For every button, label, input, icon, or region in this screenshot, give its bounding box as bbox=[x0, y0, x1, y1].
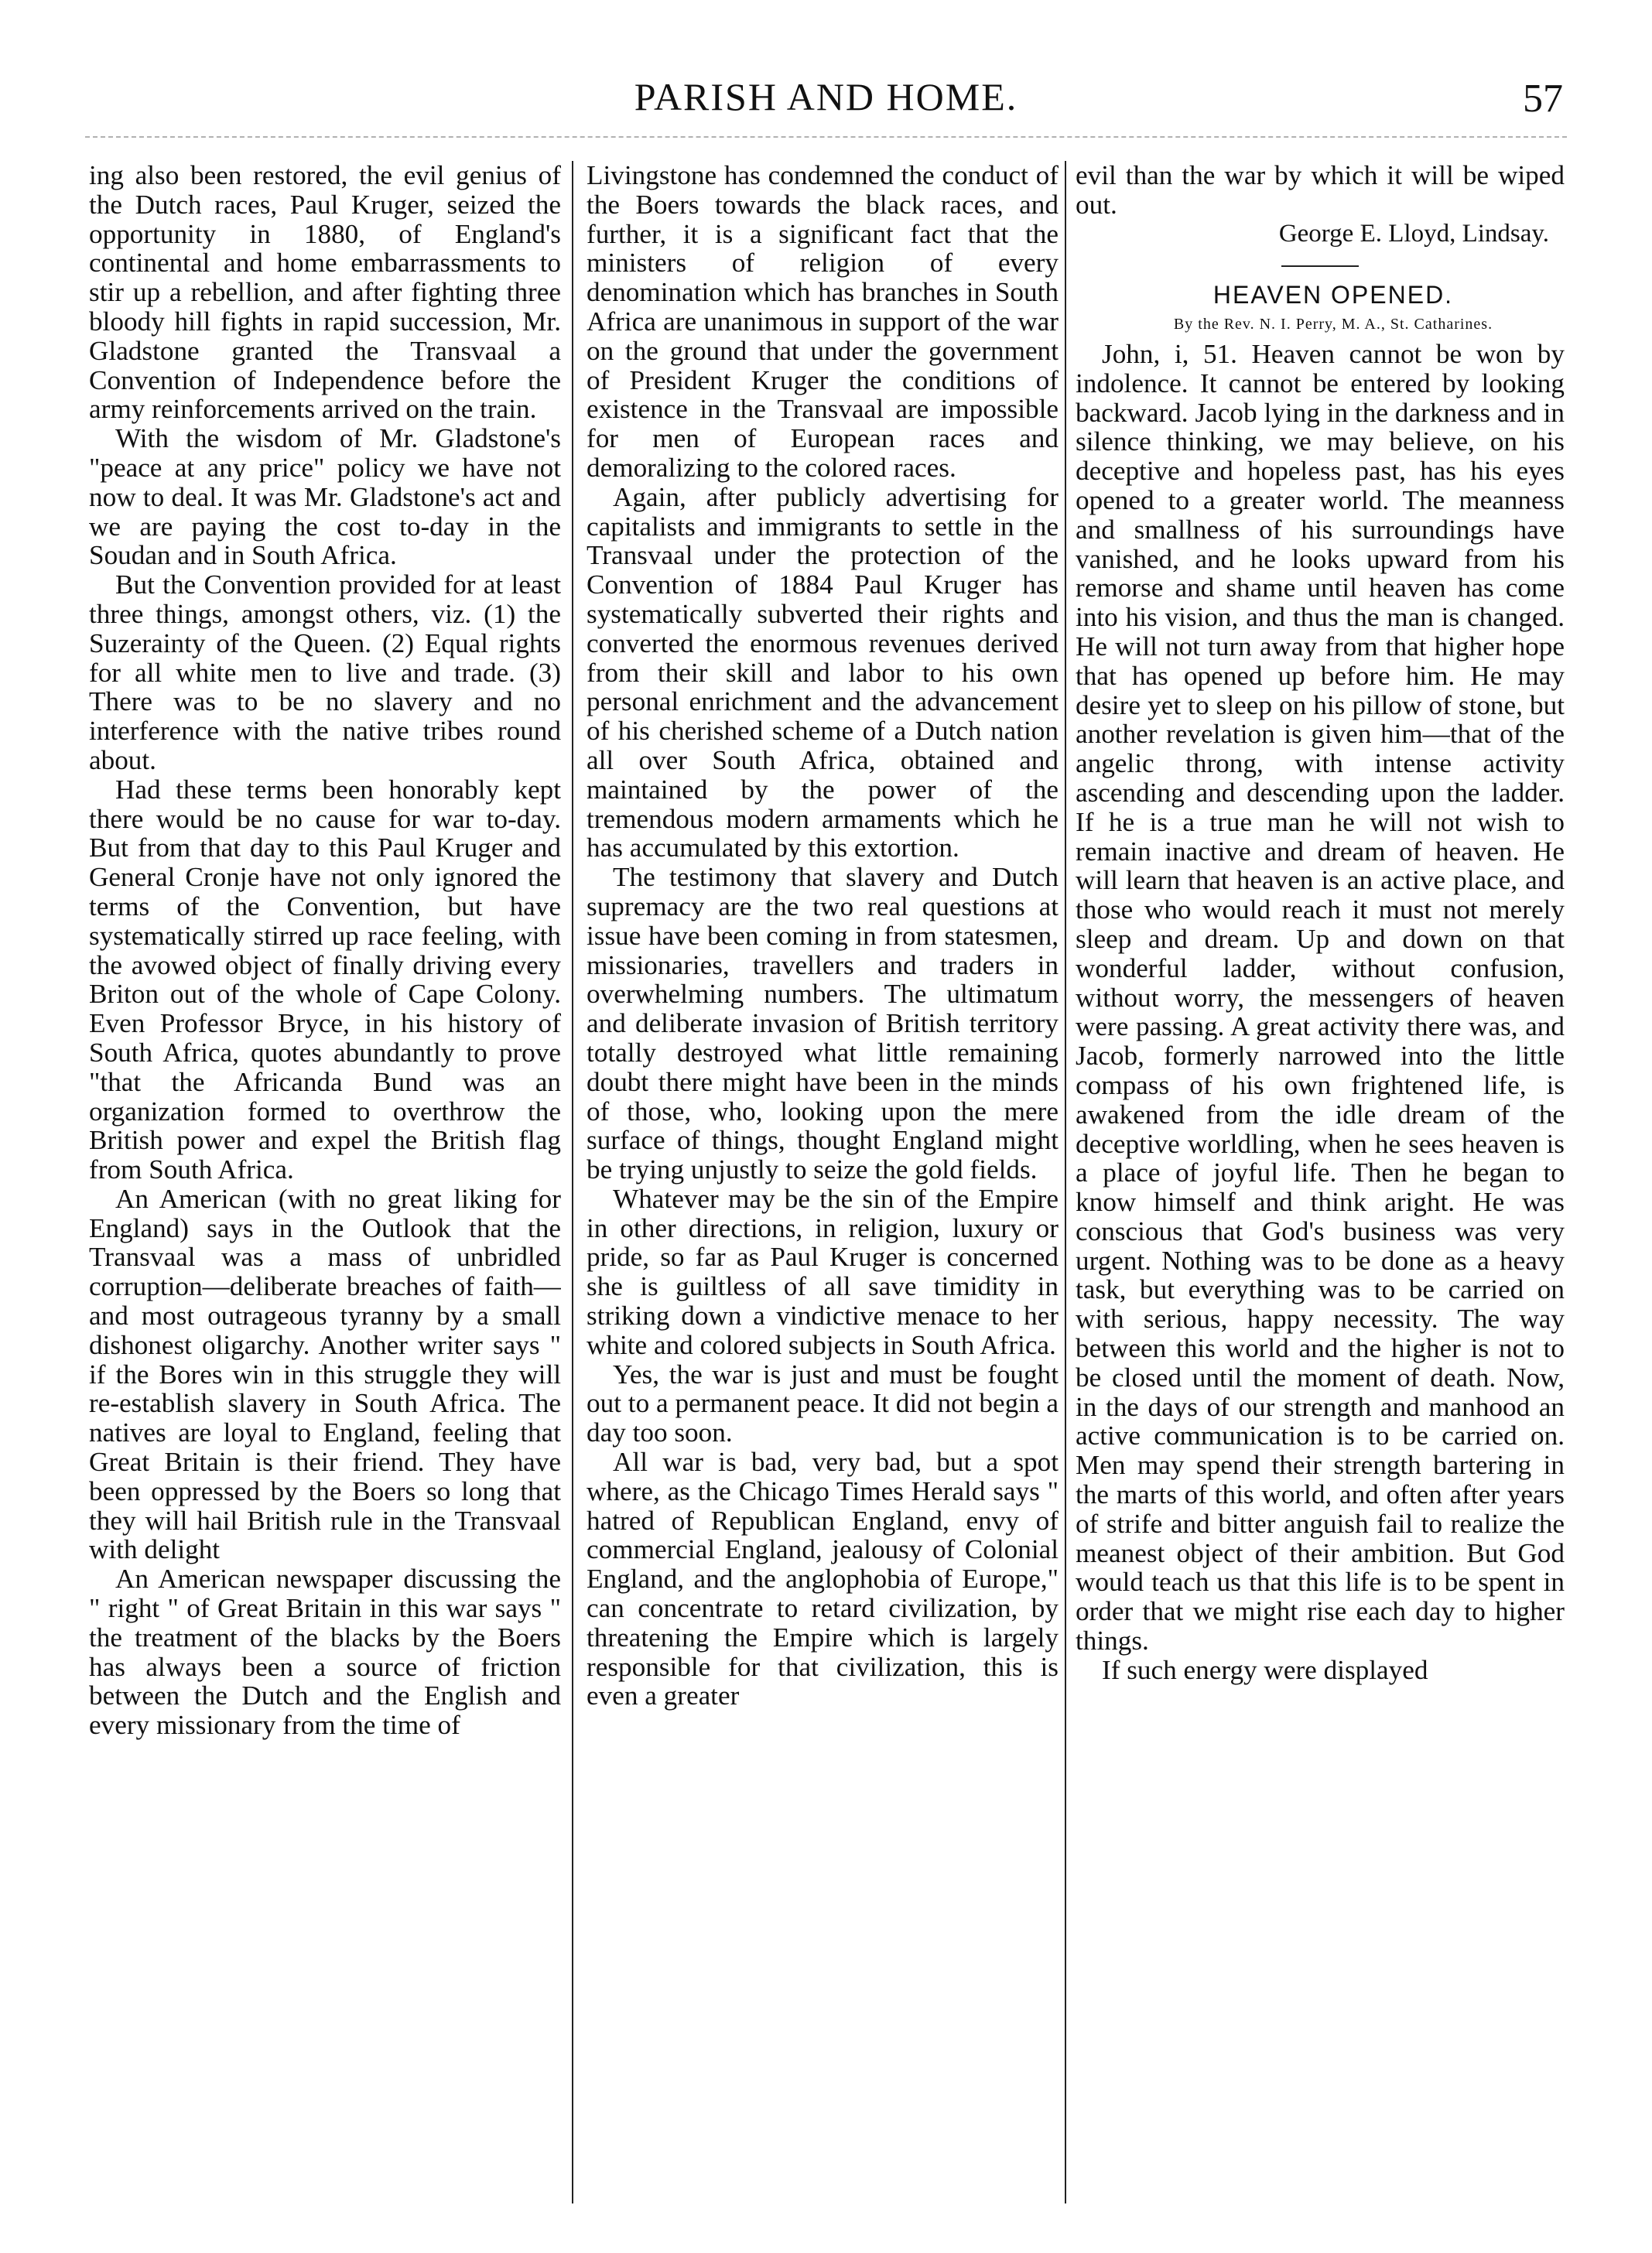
paragraph: With the wisdom of Mr. Gladstone's "peace at any price" policy we have not now to deal. It was Mr. Gladstone's act and we are paying the cost to-day in the Soudan and in South Africa. bbox=[89, 423, 561, 571]
header-rule bbox=[85, 136, 1567, 138]
paragraph: The testimony that slavery and Dutch supremacy are the two real questions at issue have been coming in from statesmen, missionaries, travellers and traders in overwhelming numbers. The ultimatum and deliberate invasion of British territory totally destroyed what little remaining doubt there might have been in the minds of those, who, looking upon the mere surface of things, thought England might be trying unjustly to seize the gold fields. bbox=[587, 862, 1059, 1185]
paragraph: Livingstone has condemned the conduct of the Boers towards the black races, and further, it is a significant fact that the ministers of religion of every denomination which has branches in South Africa are unanimous in support of the war on the ground that under the government of President Kruger the conditions of existence in the Transvaal are impossible for men of European races and demoralizing to the colored races. bbox=[587, 161, 1059, 483]
paragraph: All war is bad, very bad, but a spot where, as the Chicago Times Herald says " hatred of Republican England, envy of commercial England, jealousy of Colonial England, and the anglophobia of Europe," can concentrate to retard civilization, by threatening the Empire which is largely responsible for that civilization, this is even a greater bbox=[587, 1447, 1059, 1711]
page-number: 57 bbox=[1523, 77, 1563, 121]
article-byline: By the Rev. N. I. Perry, M. A., St. Catharines. bbox=[1173, 316, 1493, 333]
paragraph: John, i, 51. Heaven cannot be won by indolence. It cannot be entered by looking backward. Jacob lying in the darkness and in silence thinking, we may believe, on his deceptive and hopeless past, has his eyes opened to a greater world. The meanness and smallness of his surroundings have vanished, and he looks upward from his remorse and shame until heaven has come into his vision, and thus the man is changed. He will not turn away from that higher hope that has opened up before him. He may desire yet to sleep on his pillow of stone, but another revelation is given him—that of the angelic throng, with intense activity ascending and descending upon the ladder. If he is a true man he will not wish to remain inactive and dream of heaven. He will learn that heaven is an active place, and those who would reach it must not merely sleep and dream. Up and down on that wonderful ladder, without confusion, without worry, the messengers of heaven were passing. A great activity there was, and Jacob, formerly narrowed into the little compass of his own frightened life, is awakened from the idle dream of the deceptive worldling, when he sees heaven is a place of joyful life. Then he began to know himself and think aright. He was conscious that God's business was very urgent. Nothing was to be done as a heavy task, but everything was to be carried on with serious, happy necessity. The way between this world and the higher is not to be closed until the moment of death. Now, in the days of our strength and manhood an active communication is to be carried on. Men may spend their strength bartering in the marts of this world, and often after years of strife and bitter anguish fail to realize the meanest object of their ambition. But God would teach us that this life is to be spent in order that we might rise each day to higher things. bbox=[1076, 338, 1565, 1656]
paragraph: evil than the war by which it will be wiped out. bbox=[1076, 161, 1565, 220]
paragraph: Whatever may be the sin of the Empire in other directions, in religion, luxury or pride, so far as Paul Kruger is concerned she is guiltless of all save timidity in striking down a vindictive menace to her white and colored subjects in South Africa. bbox=[587, 1183, 1059, 1360]
article-title: HEAVEN OPENED. bbox=[1212, 281, 1454, 309]
column-3 bbox=[1076, 161, 1565, 2203]
column-1 bbox=[89, 161, 561, 2203]
section-rule bbox=[1281, 265, 1359, 267]
paragraph: An American (with no great liking for England) says in the Outlook that the Transvaal was a mass of unbridled corruption—deliberate breaches of faith—and most outrageous tyranny by a small dishonest oligarchy. Another writer says " if the Bores win in this struggle they will re-establish slavery in South Africa. The natives are loyal to England, feeling that Great Britain is their friend. They have been oppressed by the Boers so long that they will hail British rule in the Transvaal with delight bbox=[89, 1183, 561, 1565]
author-signature: George E. Lloyd, Lindsay. bbox=[1278, 219, 1549, 248]
paragraph: But the Convention provided for at least three things, amongst others, viz. (1) the Suzerainty of the Queen. (2) Equal rights for all white men to live and trade. (3) There was to be no slavery and no interference with the native tribes round about. bbox=[89, 569, 561, 775]
column-2 bbox=[587, 161, 1059, 2203]
column-divider bbox=[1065, 161, 1066, 2203]
paragraph: Again, after publicly advertising for capitalists and immigrants to settle in the Transvaal under the protection of the Convention of 1884 Paul Kruger has systematically subverted their rights and converted the enormous revenues derived from their skill and labor to his own personal enrichment and the advancement of his cherished scheme of a Dutch nation all over South Africa, obtained and maintained by the power of the tremendous modern armaments which he has accumulated by this extortion. bbox=[587, 481, 1059, 863]
paragraph: Yes, the war is just and must be fought out to a permanent peace. It did not begin a day too soon. bbox=[587, 1359, 1059, 1448]
running-title: PARISH AND HOME. bbox=[634, 75, 1018, 118]
page-header bbox=[0, 74, 1652, 128]
paragraph: An American newspaper discussing the " right " of Great Britain in this war says " the treatment of the blacks by the Boers has always been a source of friction between the Dutch and the English and every missionary from the time of bbox=[89, 1564, 561, 1741]
paragraph: If such energy were displayed bbox=[1102, 1654, 1428, 1685]
paragraph: Had these terms been honorably kept there would be no cause for war to-day. But from that day to this Paul Kruger and General Cronje have not only ignored the terms of the Convention, but have systematically stirred up race feeling, with the avowed object of finally driving every Briton out of the whole of Cape Colony. Even Professor Bryce, in his history of South Africa, quotes abundantly to prove "that the Africanda Bund was an organization formed to overthrow the British power and expel the British flag from South Africa. bbox=[89, 774, 561, 1185]
paragraph: ing also been restored, the evil genius of the Dutch races, Paul Kruger, seized the opportunity in 1880, of England's continental and home embarrassments to stir up a rebellion, and after fighting three bloody hill fights in rapid succession, Mr. Gladstone granted the Transvaal a Convention of Independence before the army reinforcements arrived on the train. bbox=[89, 161, 561, 425]
column-divider bbox=[572, 161, 573, 2203]
